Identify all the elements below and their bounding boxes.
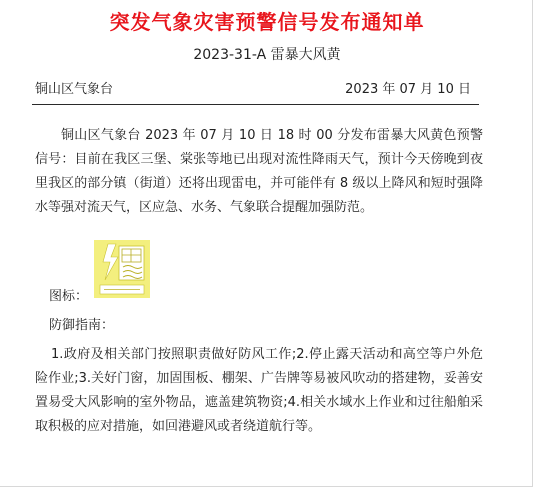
issue-date: 2023 年 07 月 10 日 [345,82,471,97]
warning-body-text: 铜山区气象台 2023 年 07 月 10 日 18 时 00 分发布雷暴大风黄色预警信号：目前在我区三堡、棠张等地已出现对流性降雨天气，预计今天傍晚到夜里我区的部分镇（街道）还将出现雷电，并可能伴有 8 级以上降风和短时强降水等强对流天气，区应急、水务、气象联合提醒加强防范。 [35,128,483,215]
guide-text: 1.政府及相关部门按照职责做好防风工作;2.停止露天活动和高空等户外危险作业;3.关好门窗，加固围板、棚架、广告牌等易被风吹动的搭建物，妥善安置易受大风影响的室外物品，遮盖建筑物资;4.相关水域水上作业和过往船舶采取积极的应对措施，如回港避风或者绕道航行等。 [35,347,483,434]
meta-row [35,78,471,97]
guide-title: 防御指南： [49,318,115,333]
warning-icon-graphic [94,240,150,298]
notice-title: 突发气象灾害预警信号发布通知单 [109,10,425,34]
icon-label: 图标： [49,289,89,304]
header-divider [32,104,479,105]
issuer-name: 铜山区气象台 [35,82,114,97]
thunderstorm-gale-yellow-warning-icon [94,240,150,298]
notice-subtitle: 2023-31-A 雷暴大风黄 [193,47,341,63]
